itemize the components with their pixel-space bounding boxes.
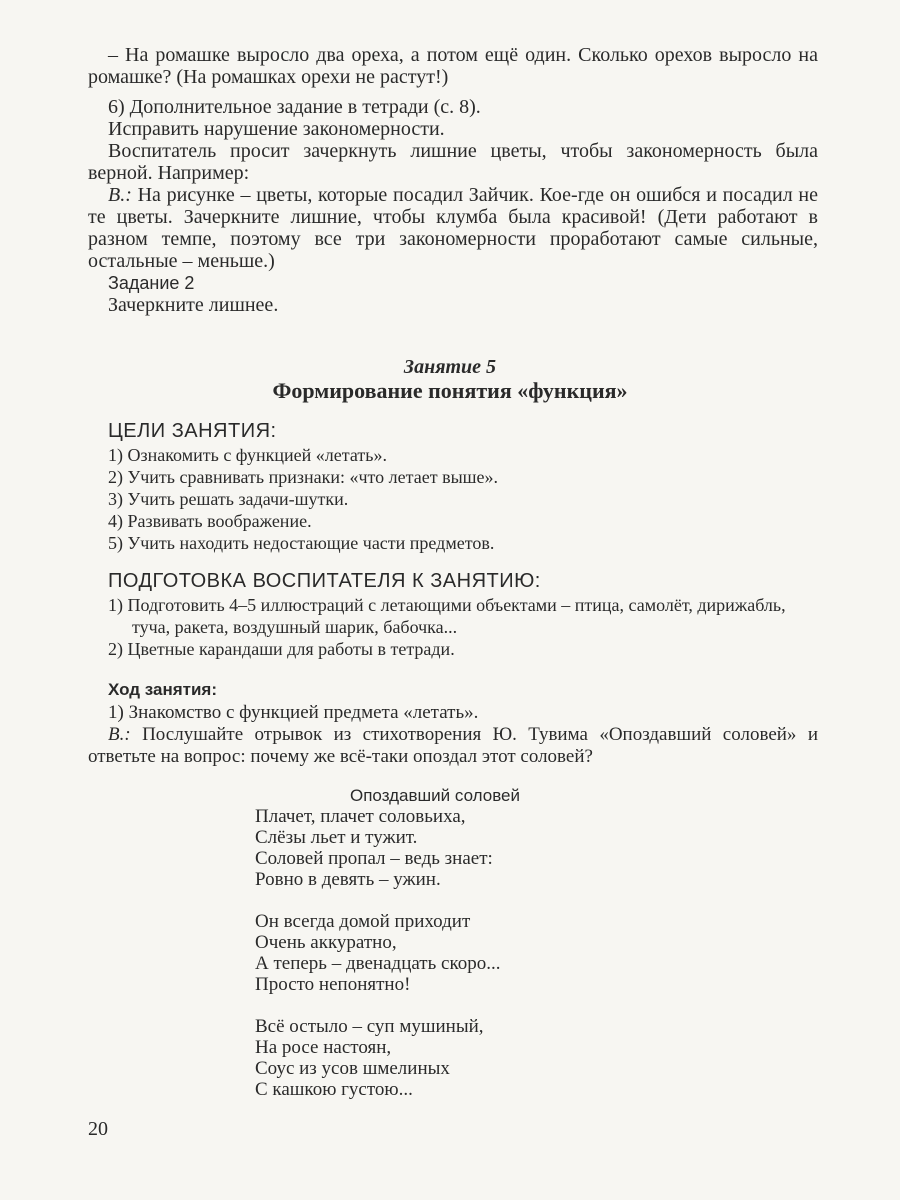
goal-item: 4) Развивать воображение. — [108, 511, 312, 531]
paragraph-nuts-riddle: – На ромашке выросло два ореха, а потом ещё один. Сколько орехов выросло на ромашке? (На ромашках орехи не растут!) — [88, 44, 818, 88]
prep-item: 1) Подготовить 4–5 иллюстраций с летающими объектами – птица, самолёт, дирижабль, туча, ракета, воздушный шарик, бабочка... — [108, 595, 786, 637]
speaker-label: В.: — [108, 724, 131, 745]
poem-line: Соус из усов шмелиных — [255, 1058, 450, 1079]
poem-line: Всё остыло – суп мушиный, — [255, 1016, 484, 1037]
page-number: 20 — [88, 1118, 108, 1140]
poem-body — [255, 806, 500, 1121]
paragraph-task-2: Задание 2 — [108, 273, 195, 293]
poem-stanza — [255, 806, 500, 890]
poem-title: Опоздавший соловей — [350, 786, 520, 805]
paragraph-cross-out: Зачеркните лишнее. — [108, 294, 279, 316]
poem-line: А теперь – двенадцать скоро... — [255, 953, 501, 974]
prep-heading: ПОДГОТОВКА ВОСПИТАТЕЛЯ К ЗАНЯТИЮ: — [108, 570, 541, 592]
paragraph-fix-pattern: Исправить нарушение закономерности. — [108, 118, 445, 140]
course-item-1: 1) Знакомство с функцией предмета «летать». — [108, 702, 479, 723]
poem-line: Ровно в девять – ужин. — [255, 869, 441, 890]
goals-list — [108, 444, 823, 554]
course-heading: Ход занятия: — [108, 680, 218, 699]
lesson-number: Занятие 5 — [403, 356, 497, 378]
poem-line: Он всегда домой приходит — [255, 911, 471, 932]
prep-list — [108, 594, 823, 660]
paragraph-extra-task: 6) Дополнительное задание в тетради (с. 8). — [108, 96, 481, 118]
poem-line: На росе настоян, — [255, 1037, 392, 1058]
speaker-label: В.: — [108, 184, 132, 206]
goal-item: 5) Учить находить недостающие части предметов. — [108, 533, 495, 553]
poem-line: Плачет, плачет соловьиха, — [255, 806, 466, 827]
prep-item: 2) Цветные карандаши для работы в тетради. — [108, 639, 455, 659]
poem-line: Очень аккуратно, — [255, 932, 397, 953]
goal-item: 1) Ознакомить с функцией «летать». — [108, 445, 387, 465]
lesson-title: Формирование понятия «функция» — [272, 378, 628, 403]
poem-line: Просто непонятно! — [255, 974, 411, 995]
goal-item: 3) Учить решать задачи-шутки. — [108, 489, 349, 509]
paragraph-teacher-speech — [88, 184, 818, 272]
speech-text: На рисунке – цветы, которые посадил Зайчик. Кое-где он ошибся и посадил не те цветы. Зачеркните лишние, чтобы клумба была красивой! (Дети работают в разном темпе, поэтому все три закономерности проработают самые сильные, остальные – меньше.) — [88, 184, 818, 272]
poem-stanza — [255, 911, 500, 995]
goal-item: 2) Учить сравнивать признаки: «что летает выше». — [108, 467, 499, 487]
paragraph-teacher-asks: Воспитатель просит зачеркнуть лишние цветы, чтобы закономерность была верной. Например: — [88, 140, 818, 184]
speech-text: Послушайте отрывок из стихотворения Ю. Тувима «Опоздавший соловей» и ответьте на вопрос: почему же всё-таки опоздал этот соловей? — [88, 724, 818, 767]
course-teacher-speech — [88, 724, 818, 768]
poem-stanza — [255, 1016, 500, 1100]
poem-line: Слёзы льет и тужит. — [255, 827, 418, 848]
poem-line: Соловей пропал – ведь знает: — [255, 848, 493, 869]
goals-heading: ЦЕЛИ ЗАНЯТИЯ: — [108, 420, 277, 442]
poem-line: С кашкою густою... — [255, 1079, 413, 1100]
